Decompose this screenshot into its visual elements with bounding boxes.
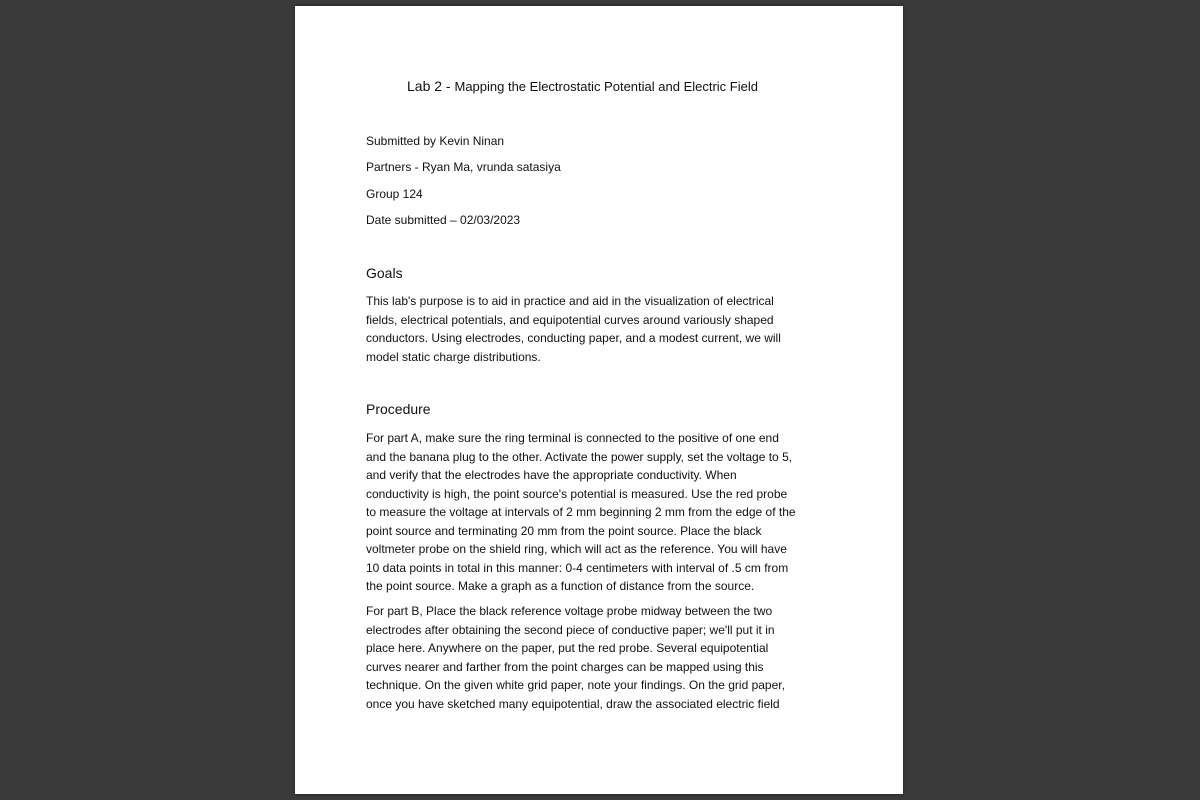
procedure-line: and verify that the electrodes have the appropriate conductivity. When: [366, 468, 737, 482]
goals-line: model static charge distributions.: [366, 349, 541, 364]
procedure-line: technique. On the given white grid paper, note your findings. On the grid paper,: [366, 678, 785, 692]
procedure-paragraph-b: [366, 602, 836, 713]
procedure-line: curves nearer and farther from the point charges can be mapped using this: [366, 659, 764, 674]
goals-line: This lab's purpose is to aid in practice and aid in the visualization of electrical: [366, 294, 774, 308]
procedure-line: For part B, Place the black reference voltage probe midway between the two: [366, 604, 773, 618]
procedure-line: the point source. Make a graph as a function of distance from the source.: [366, 579, 755, 593]
procedure-line: once you have sketched many equipotential, draw the associated electric field: [366, 696, 780, 711]
title-main: Mapping the Electrostatic Potential and Electric Field: [454, 79, 758, 94]
document-page: [295, 6, 903, 794]
partners: Partners - Ryan Ma, vrunda satasiya: [366, 160, 561, 174]
procedure-heading: Procedure: [366, 401, 431, 417]
goals-line: conductors. Using electrodes, conducting paper, and a modest current, we will: [366, 331, 781, 345]
procedure-line: voltmeter probe on the shield ring, which will act as the reference. You will have: [366, 542, 787, 556]
procedure-line: For part A, make sure the ring terminal is connected to the positive of one end: [366, 431, 779, 445]
procedure-line: point source and terminating 20 mm from the point source. Place the black: [366, 523, 762, 538]
procedure-line: conductivity is high, the point source's potential is measured. Use the red probe: [366, 486, 788, 501]
procedure-line: place here. Anywhere on the paper, put the red probe. Several equipotential: [366, 641, 769, 655]
procedure-line: electrodes after obtaining the second piece of conductive paper; we'll put it in: [366, 622, 775, 637]
goals-line: fields, electrical potentials, and equipotential curves around variously shaped: [366, 312, 774, 327]
title-prefix: Lab 2 -: [407, 78, 455, 94]
goals-heading: Goals: [366, 265, 403, 281]
document-title: [295, 78, 870, 94]
procedure-line: 10 data points in total in this manner: 0-4 centimeters with interval of .5 cm from: [366, 560, 789, 575]
group: Group 124: [366, 187, 423, 201]
procedure-paragraph-a: [366, 429, 836, 596]
procedure-line: and the banana plug to the other. Activate the power supply, set the voltage to 5,: [366, 449, 793, 464]
submitted-by: Submitted by Kevin Ninan: [366, 134, 505, 148]
procedure-line: to measure the voltage at intervals of 2 mm beginning 2 mm from the edge of the: [366, 505, 796, 519]
goals-paragraph: [366, 292, 836, 366]
date-submitted: Date submitted – 02/03/2023: [366, 213, 521, 227]
